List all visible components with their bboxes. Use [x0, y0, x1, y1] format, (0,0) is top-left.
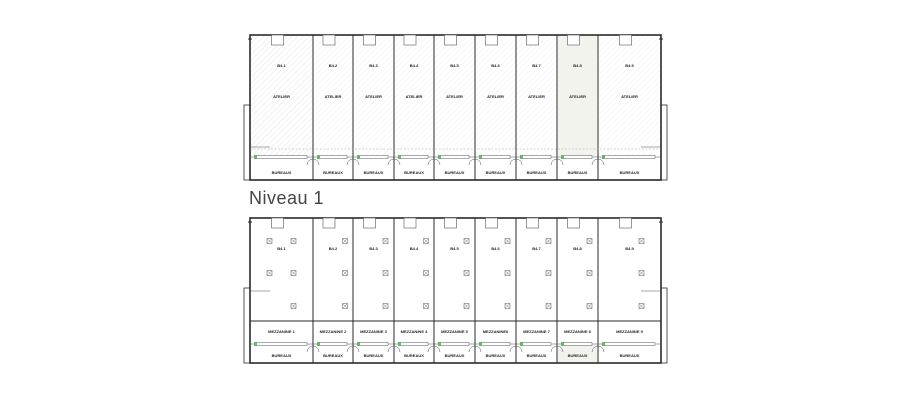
- unit-b4-2: [313, 35, 353, 180]
- atelier-label: ATELIER: [569, 94, 586, 99]
- roof-opening: [364, 35, 376, 45]
- ceiling-fixture-icon: [424, 271, 429, 276]
- unit-b4-4: [394, 35, 434, 180]
- office-window: [400, 343, 428, 346]
- roof-opening: [620, 218, 632, 228]
- entry-marker: [602, 342, 605, 346]
- unit-code: B4.1: [277, 63, 286, 68]
- ceiling-fixture-icon: [464, 304, 469, 309]
- mezzanine-label: MEZZANINE 2: [319, 329, 347, 334]
- ceiling-fixture-icon: [505, 239, 510, 244]
- roof-opening: [364, 218, 376, 228]
- roof-opening: [527, 35, 539, 45]
- bureaux-label: BUREAUX: [271, 353, 292, 358]
- mezzanine-label: MEZZANINE 9: [616, 329, 643, 334]
- unit-b4-6: [475, 35, 516, 180]
- outer-wall: [250, 218, 661, 363]
- unit-b4-4: [394, 218, 434, 363]
- bureaux-label: BUREAUX: [526, 353, 547, 358]
- ceiling-fixture-icon: [267, 239, 272, 244]
- bureaux-label: BUREAUX: [485, 353, 506, 358]
- bureaux-label: BUREAUX: [619, 170, 640, 175]
- mezzanine-label: MEZZANINE 5: [441, 329, 468, 334]
- entry-marker: [317, 342, 320, 346]
- roof-opening: [445, 35, 457, 45]
- entry-marker: [357, 155, 360, 159]
- unit-code: B4.9: [625, 63, 634, 68]
- ceiling-fixture-icon: [291, 304, 296, 309]
- stair-block: [244, 288, 250, 363]
- atelier-label: ATELIER: [621, 94, 638, 99]
- roof-opening: [568, 35, 580, 45]
- roof-opening: [486, 218, 498, 228]
- bureaux-label: BUREAUX: [526, 170, 547, 175]
- ceiling-fixture-icon: [546, 271, 551, 276]
- unit-b4-1: [250, 35, 313, 175]
- entry-marker: [479, 342, 482, 346]
- unit-code: B4.3: [369, 63, 378, 68]
- office-window: [319, 156, 347, 159]
- roof-opening: [272, 35, 284, 45]
- bureaux-label: BUREAUX: [567, 170, 588, 175]
- office-window: [359, 343, 388, 346]
- ceiling-fixture-icon: [291, 271, 296, 276]
- entry-marker: [357, 342, 360, 346]
- atelier-label: ATELIER: [405, 94, 423, 99]
- mezzanine-label: MEZZANINE 1: [268, 329, 295, 334]
- unit-code: B4.4: [409, 63, 419, 68]
- unit-code: B4.6: [491, 63, 500, 68]
- entry-marker: [254, 155, 257, 159]
- roof-opening: [527, 218, 539, 228]
- atelier-label: ATELIER: [324, 94, 342, 99]
- ceiling-fixture-icon: [587, 239, 592, 244]
- office-window: [359, 156, 388, 159]
- office-window: [522, 343, 551, 346]
- ground-floor-plan: [244, 35, 667, 180]
- unit-code: B4.8: [573, 63, 582, 68]
- atelier-label: ATELIER: [528, 94, 545, 99]
- entry-marker: [254, 342, 257, 346]
- unit-b4-8: [557, 35, 598, 180]
- ceiling-fixture-icon: [587, 304, 592, 309]
- unit-b4-7: [516, 218, 557, 363]
- office-window: [604, 156, 655, 159]
- ceiling-fixture-icon: [343, 271, 348, 276]
- bureaux-label: BUREAUX: [323, 170, 343, 175]
- unit-code: B4.4: [409, 246, 419, 251]
- unit-b4-9: [598, 218, 661, 363]
- entry-marker: [398, 155, 401, 159]
- office-window: [481, 156, 510, 159]
- roof-opening: [620, 35, 632, 45]
- ceiling-fixture-icon: [343, 304, 348, 309]
- stair-block: [661, 288, 667, 363]
- entry-marker: [561, 342, 564, 346]
- entry-marker: [561, 155, 564, 159]
- office-window: [319, 343, 347, 346]
- atelier-label: ATELIER: [365, 94, 382, 99]
- bureaux-label: BUREAUX: [444, 353, 465, 358]
- unit-b4-2: [313, 218, 353, 363]
- ceiling-fixture-icon: [464, 239, 469, 244]
- bureaux-label: BUREAUX: [485, 170, 506, 175]
- level-title: Niveau 1: [249, 188, 325, 208]
- office-window: [563, 156, 592, 159]
- entry-marker: [398, 342, 401, 346]
- roof-opening: [272, 218, 284, 228]
- unit-code: B4.9: [625, 246, 634, 251]
- bureaux-label: BUREAUX: [444, 170, 465, 175]
- office-window: [563, 343, 592, 346]
- stair-block: [661, 105, 667, 180]
- entry-marker: [438, 342, 441, 346]
- atelier-label: ATELIER: [273, 94, 290, 99]
- ceiling-fixture-icon: [424, 304, 429, 309]
- atelier-label: ATELIER: [487, 94, 504, 99]
- ceiling-fixture-icon: [639, 239, 644, 244]
- unit-code: B4.7: [532, 63, 541, 68]
- atelier-label: ATELIER: [446, 94, 463, 99]
- roof-opening: [486, 35, 498, 45]
- unit-b4-5: [434, 218, 475, 363]
- bureaux-label: BUREAUX: [323, 353, 343, 358]
- office-window: [481, 343, 510, 346]
- stair-block: [244, 105, 250, 180]
- mezzanine-label: MEZZANINE6: [482, 329, 509, 334]
- bureaux-label: BUREAUX: [619, 353, 640, 358]
- office-window: [604, 343, 655, 346]
- bureaux-label: BUREAUX: [404, 170, 424, 175]
- unit-b4-3: [353, 35, 394, 180]
- unit-b4-7: [516, 35, 557, 180]
- entry-marker: [317, 155, 320, 159]
- ceiling-fixture-icon: [383, 304, 388, 309]
- ceiling-fixture-icon: [546, 304, 551, 309]
- roof-opening: [568, 218, 580, 228]
- mezzanine-label: MEZZANINE 7: [523, 329, 550, 334]
- ceiling-fixture-icon: [639, 304, 644, 309]
- ceiling-fixture-icon: [505, 304, 510, 309]
- bureaux-label: BUREAUX: [363, 170, 384, 175]
- ceiling-fixture-icon: [464, 271, 469, 276]
- entry-marker: [479, 155, 482, 159]
- office-window: [522, 156, 551, 159]
- roof-opening: [323, 35, 335, 45]
- ceiling-fixture-icon: [383, 239, 388, 244]
- entry-marker: [602, 155, 605, 159]
- unit-code: B4.5: [450, 63, 459, 68]
- roof-opening: [445, 218, 457, 228]
- ceiling-fixture-icon: [546, 239, 551, 244]
- office-window: [440, 156, 469, 159]
- mezzanine-label: MEZZANINE 4: [400, 329, 428, 334]
- roof-opening: [323, 218, 335, 228]
- entry-marker: [520, 155, 523, 159]
- roof-opening: [404, 35, 416, 45]
- ceiling-fixture-icon: [587, 271, 592, 276]
- unit-code: B4.8: [573, 246, 582, 251]
- office-window: [400, 156, 428, 159]
- unit-b4-8: [557, 218, 598, 363]
- ceiling-fixture-icon: [505, 271, 510, 276]
- mezzanine-label: MEZZANINE 8: [564, 329, 591, 334]
- office-window: [440, 343, 469, 346]
- unit-b4-3: [353, 218, 394, 363]
- bureaux-label: BUREAUX: [363, 353, 384, 358]
- ceiling-fixture-icon: [383, 271, 388, 276]
- unit-code: B4.6: [491, 246, 500, 251]
- unit-b4-1: [250, 218, 313, 358]
- office-window: [256, 343, 307, 346]
- upper-floor-plan: [244, 218, 667, 363]
- unit-code: B4.5: [450, 246, 459, 251]
- unit-code: B4.7: [532, 246, 541, 251]
- ceiling-fixture-icon: [291, 239, 296, 244]
- unit-b4-5: [434, 35, 475, 180]
- bureaux-label: BUREAUX: [271, 170, 292, 175]
- entry-marker: [520, 342, 523, 346]
- bureaux-label: BUREAUX: [404, 353, 424, 358]
- unit-b4-6: [475, 218, 516, 363]
- unit-code: B4.2: [328, 63, 338, 68]
- unit-code: B4.3: [369, 246, 378, 251]
- mezzanine-label: MEZZANINE 3: [360, 329, 387, 334]
- unit-code: B4.1: [277, 246, 286, 251]
- entry-marker: [438, 155, 441, 159]
- ceiling-fixture-icon: [267, 271, 272, 276]
- unit-b4-9: [598, 35, 661, 180]
- ceiling-fixture-icon: [343, 239, 348, 244]
- bureaux-label: BUREAUX: [567, 353, 588, 358]
- ceiling-fixture-icon: [639, 271, 644, 276]
- roof-opening: [404, 218, 416, 228]
- unit-code: B4.2: [328, 246, 338, 251]
- office-window: [256, 156, 307, 159]
- ceiling-fixture-icon: [424, 239, 429, 244]
